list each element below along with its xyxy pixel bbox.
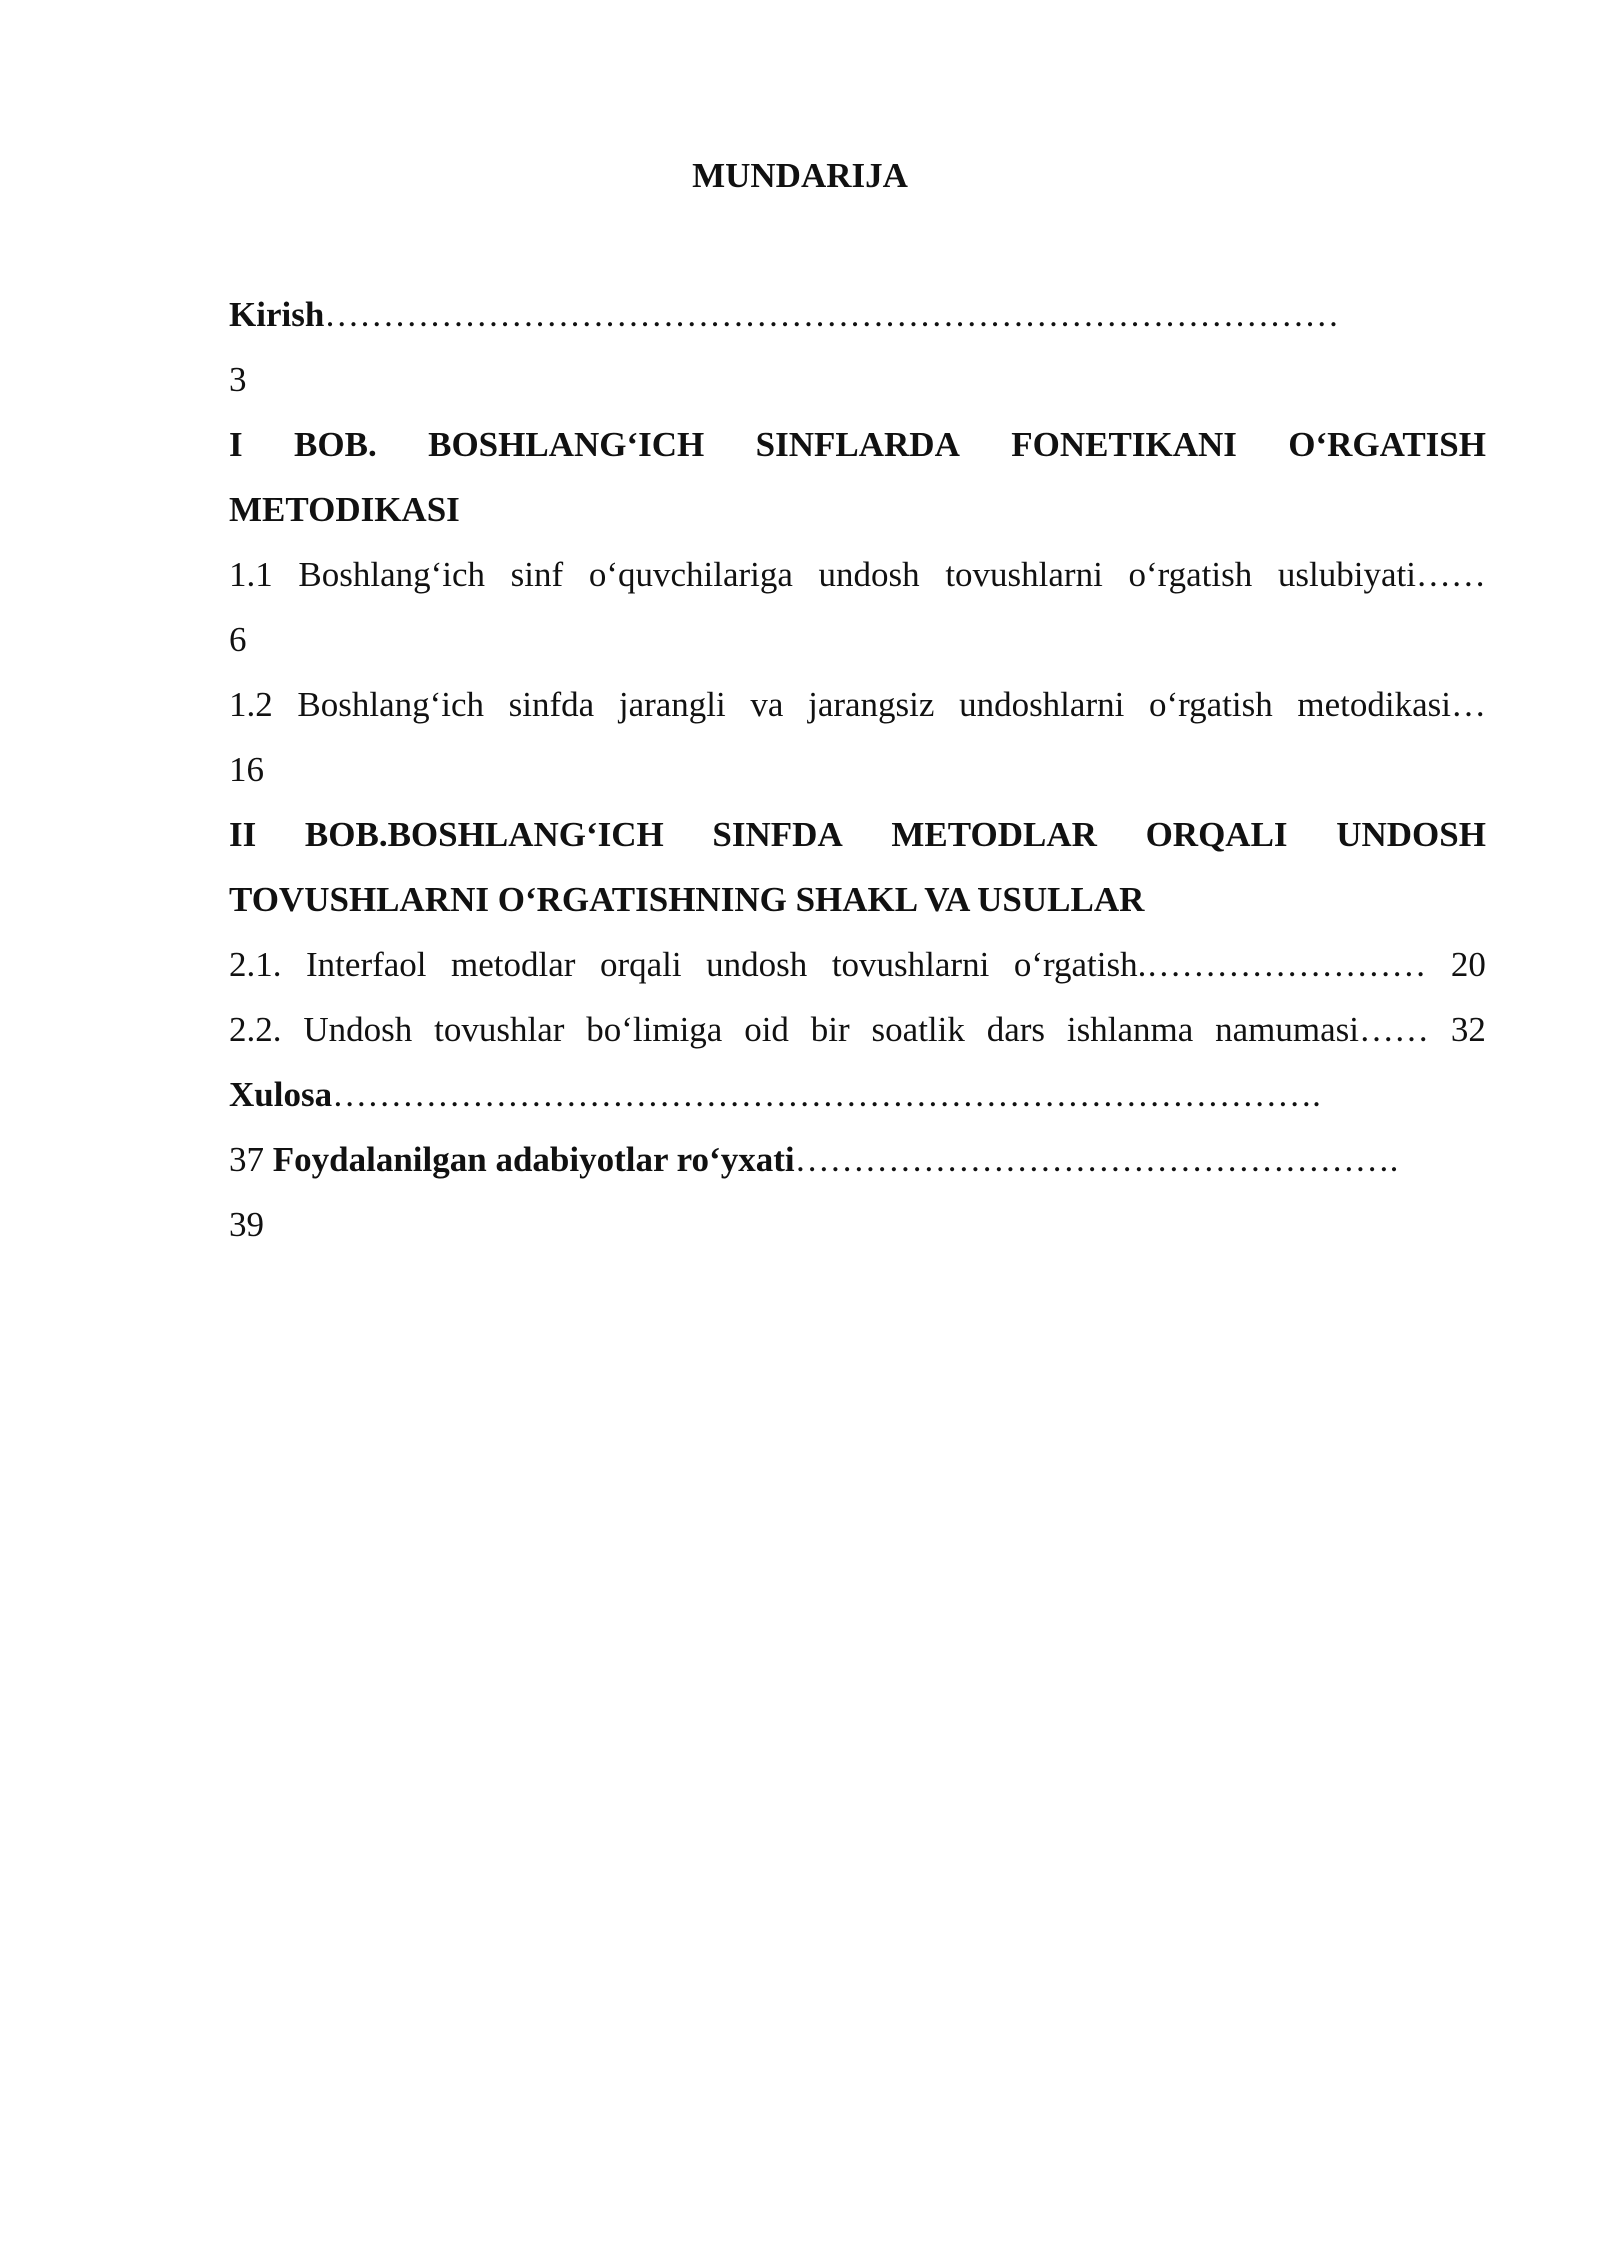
toc-word: undoshlarni [959,685,1125,724]
toc-word: UNDOSH [1336,815,1486,854]
toc-word: tovushlarni [831,945,990,984]
toc-leader-dots: …………………………………………………………………………… [324,295,1340,334]
toc-word: Boshlang‘ich [297,685,485,724]
toc-word: I [229,425,243,464]
toc-entry-conclusion [229,1062,1486,1127]
toc-chapter-1-heading-cont: METODIKASI [229,490,460,529]
toc-page-number: 16 [229,750,264,789]
toc-word: soatlik [871,1010,965,1049]
toc-word: Interfaol [306,945,427,984]
toc-word: tovushlarni [945,555,1103,594]
toc-word: metodikasi… [1297,685,1486,724]
toc-word: o‘quvchilariga [588,555,793,594]
toc-chapter-2-heading [229,802,1486,867]
toc-page-number: 32 [1450,1010,1486,1049]
toc-word: O‘RGATISH [1288,425,1486,464]
toc-word: bir [810,1010,850,1049]
toc-page-number: 37 [229,1140,264,1179]
toc-entry-intro [229,282,1486,347]
toc-word: bo‘limiga [586,1010,723,1049]
toc-word: tovushlar [434,1010,565,1049]
toc-page-number: 20 [1450,945,1486,984]
toc-word: orqali [599,945,682,984]
toc-word: metodlar [451,945,576,984]
table-of-contents [229,282,1486,1257]
toc-word: 1.1 [229,555,273,594]
toc-section-1-1 [229,542,1486,607]
page-title: MUNDARIJA [692,156,908,195]
toc-word: o‘rgatish.…………………… [1013,945,1427,984]
toc-word: II [229,815,257,854]
toc-word: METODLAR [891,815,1097,854]
toc-entry-label: Kirish [229,295,325,334]
toc-word: oid [744,1010,789,1049]
toc-entry-label: Xulosa [229,1075,333,1114]
toc-word: jarangli [618,685,726,724]
toc-word: undosh [706,945,808,984]
toc-leader-dots: ……………………………………………. [794,1140,1399,1179]
toc-word: 2.1. [229,945,282,984]
toc-word: ishlanma [1066,1010,1194,1049]
toc-page-number: 39 [229,1205,264,1244]
toc-word: FONETIKANI [1011,425,1237,464]
toc-page-number: 6 [229,620,247,659]
toc-chapter-1-heading [229,412,1486,477]
toc-word: uslubiyati…… [1277,555,1486,594]
toc-word: Boshlang‘ich [298,555,486,594]
toc-section-2-2 [229,997,1486,1062]
toc-word: va [750,685,784,724]
toc-word: o‘rgatish [1148,685,1273,724]
toc-word: BOB. [294,425,377,464]
toc-word: 1.2 [229,685,273,724]
toc-word: Undosh [303,1010,413,1049]
toc-section-2-1 [229,932,1486,997]
toc-word: sinf [510,555,564,594]
toc-chapter-2-heading-cont: TOVUSHLARNI O‘RGATISHNING SHAKL VA USULLAR [229,880,1145,919]
toc-word: ORQALI [1145,815,1288,854]
toc-word: 2.2. [229,1010,282,1049]
toc-leader-dots: …………………………………………………………………………. [332,1075,1321,1114]
toc-section-1-2 [229,672,1486,737]
toc-word: jarangsiz [808,685,935,724]
toc-word: dars [986,1010,1046,1049]
toc-word: BOB.BOSHLANG‘ICH [304,815,664,854]
toc-word: SINFDA [712,815,843,854]
toc-word: sinfda [508,685,595,724]
toc-word: SINFLARDA [755,425,960,464]
toc-word: undosh [818,555,920,594]
toc-word: BOSHLANG‘ICH [428,425,705,464]
toc-entry-references [229,1127,1486,1192]
toc-page-number: 3 [229,360,247,399]
toc-entry-label: Foydalanilgan adabiyotlar ro‘yxati [272,1140,795,1179]
toc-word: namumasi…… [1215,1010,1430,1049]
toc-word: o‘rgatish [1128,555,1253,594]
